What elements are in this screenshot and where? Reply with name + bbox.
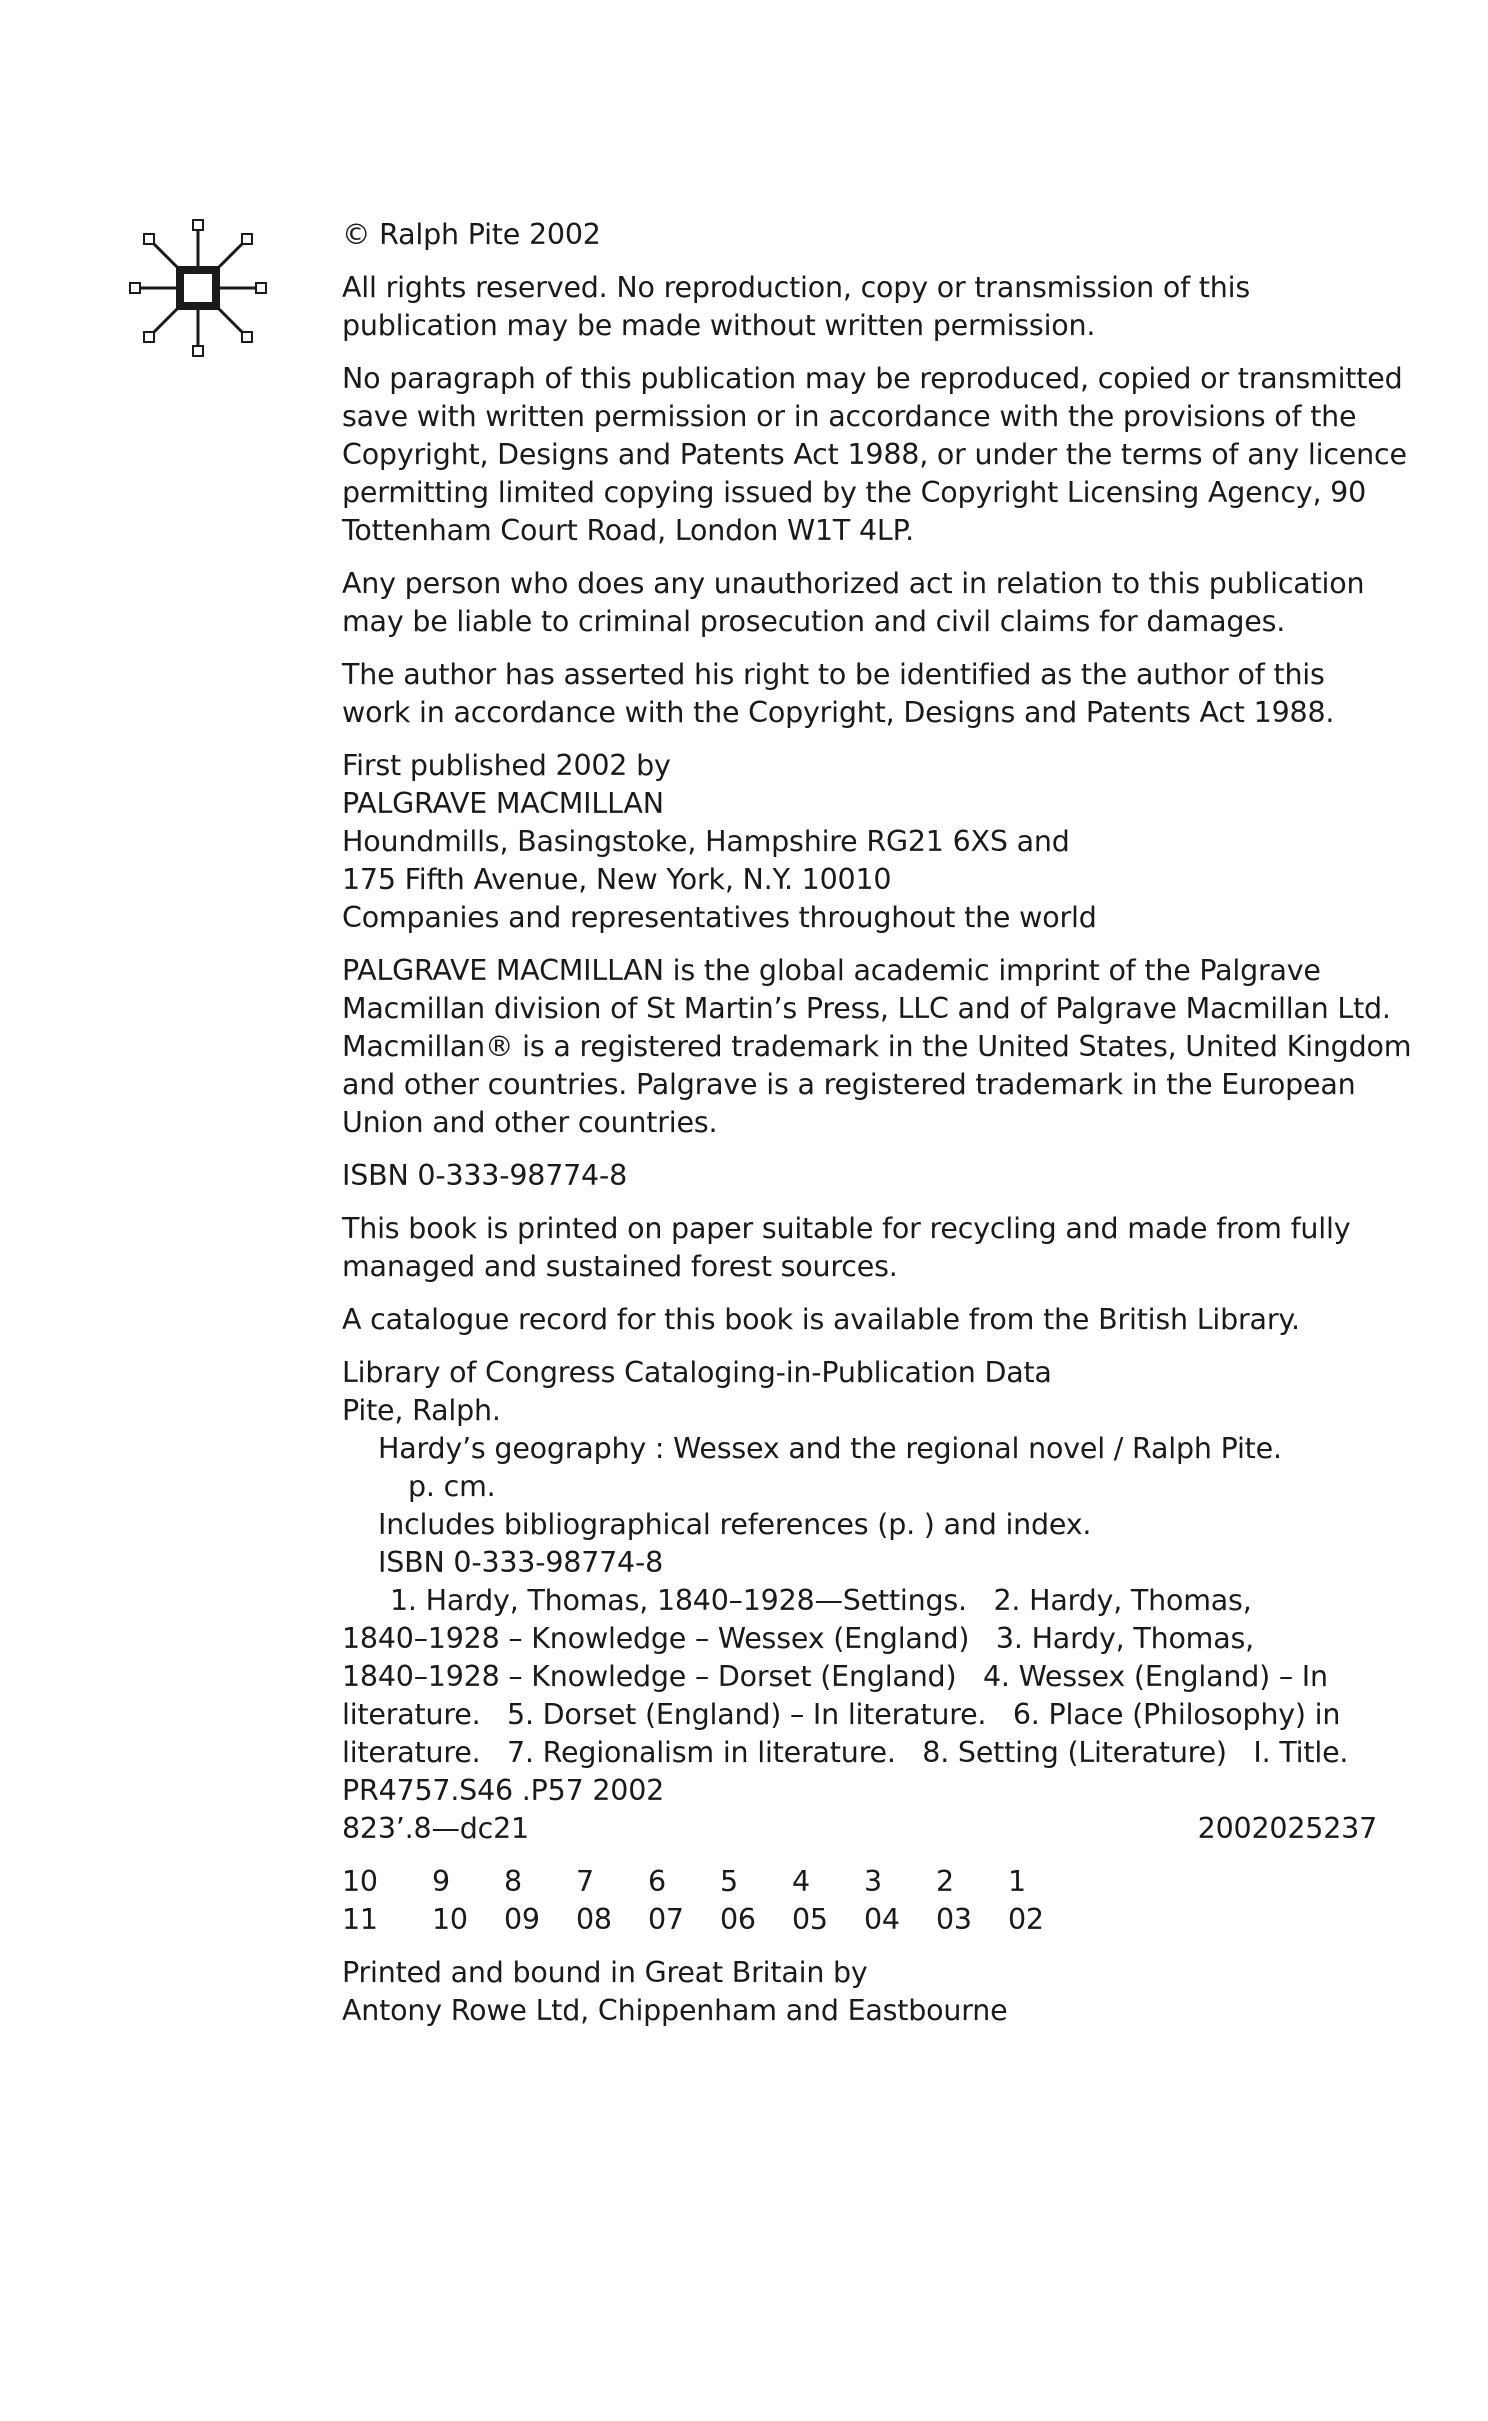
year-number: 11 xyxy=(342,1903,378,1936)
printer-line: Printed and bound in Great Britain by xyxy=(342,1956,868,1989)
publisher-address-uk: Houndmills, Basingstoke, Hampshire RG21 6XS and xyxy=(342,825,1070,858)
isbn: ISBN 0-333-98774-8 xyxy=(342,1159,628,1192)
printing-numbers-block xyxy=(342,1863,1377,1939)
printing-number: 8 xyxy=(504,1865,522,1898)
publisher-logo-icon xyxy=(128,218,268,358)
printing-number: 6 xyxy=(648,1865,666,1898)
cip-lc-class: PR4757.S46 .P57 2002 xyxy=(342,1774,665,1807)
moral-rights-paragraph: The author has asserted his right to be identified as the author of this work in accordance with the Copyright, Designs and Patents Act 1988. xyxy=(342,658,1335,729)
rights-reserved-paragraph: All rights reserved. No reproduction, copy or transmission of this publication may be made without written permission. xyxy=(342,271,1250,342)
year-number-row xyxy=(342,1901,1377,1939)
copyright-notice: © Ralph Pite 2002 xyxy=(342,218,601,251)
publisher-block xyxy=(342,747,1377,937)
cip-includes: Includes bibliographical references (p. ) and index. xyxy=(378,1508,1092,1541)
cip-classification-row xyxy=(342,1810,1377,1848)
cip-data-block xyxy=(342,1354,1377,1848)
printing-number-row xyxy=(342,1863,1377,1901)
year-number: 09 xyxy=(504,1903,540,1936)
publisher-address-us: 175 Fifth Avenue, New York, N.Y. 10010 xyxy=(342,863,892,896)
catalogue-record-note: A catalogue record for this book is available from the British Library. xyxy=(342,1303,1300,1336)
year-number: 07 xyxy=(648,1903,684,1936)
cip-subject-line: 1840–1928 – Knowledge – Wessex (England) 3. Hardy, Thomas, xyxy=(342,1622,1255,1655)
cip-isbn: ISBN 0-333-98774-8 xyxy=(378,1546,664,1579)
year-number: 08 xyxy=(576,1903,612,1936)
year-number: 04 xyxy=(864,1903,900,1936)
cip-subject-line: literature. 5. Dorset (England) – In literature. 6. Place (Philosophy) in xyxy=(342,1698,1341,1731)
unauthorized-act-paragraph: Any person who does any unauthorized act in relation to this publication may be liable to criminal prosecution and civil claims for damages. xyxy=(342,567,1365,638)
cip-author: Pite, Ralph. xyxy=(342,1394,501,1427)
imprint-paragraph: PALGRAVE MACMILLAN is the global academic imprint of the Palgrave Macmillan division of St Martin’s Press, LLC and of Palgrave Macmillan Ltd. Macmillan® is a registered trademark in the United States, United Kingdom and other countries. Palgrave is a registered trademark in the European Union and other countries. xyxy=(342,954,1412,1139)
printing-number: 1 xyxy=(1008,1865,1026,1898)
printing-number: 3 xyxy=(864,1865,882,1898)
cip-lccn: 2002025237 xyxy=(1197,1812,1377,1845)
year-number: 06 xyxy=(720,1903,756,1936)
publisher-companies: Companies and representatives throughout the world xyxy=(342,901,1097,934)
cip-subject-line: 1840–1928 – Knowledge – Dorset (England) 4. Wessex (England) – In xyxy=(342,1660,1328,1693)
cip-pcm: p. cm. xyxy=(408,1470,496,1503)
cip-dewey: 823’.8—dc21 xyxy=(342,1812,529,1845)
year-number: 10 xyxy=(432,1903,468,1936)
printing-number: 9 xyxy=(432,1865,450,1898)
year-number: 03 xyxy=(936,1903,972,1936)
printing-number: 4 xyxy=(792,1865,810,1898)
year-number: 02 xyxy=(1008,1903,1044,1936)
cip-heading: Library of Congress Cataloging-in-Publication Data xyxy=(342,1356,1052,1389)
first-published: First published 2002 by xyxy=(342,749,671,782)
cip-subject-line: literature. 7. Regionalism in literature. 8. Setting (Literature) I. Title. xyxy=(342,1736,1349,1769)
copyright-page-content xyxy=(342,216,1412,2045)
printing-number: 5 xyxy=(720,1865,738,1898)
cip-title: Hardy’s geography : Wessex and the regional novel / Ralph Pite. xyxy=(378,1432,1282,1465)
publisher-name: PALGRAVE MACMILLAN xyxy=(342,787,664,820)
year-number: 05 xyxy=(792,1903,828,1936)
printing-number: 2 xyxy=(936,1865,954,1898)
printer-name: Antony Rowe Ltd, Chippenham and Eastbourne xyxy=(342,1994,1008,2027)
printing-number: 10 xyxy=(342,1865,378,1898)
printing-number: 7 xyxy=(576,1865,594,1898)
no-reproduction-paragraph: No paragraph of this publication may be reproduced, copied or transmitted save with written permission or in accordance with the provisions of the Copyright, Designs and Patents Act 1988, or under the terms of any licence permitting limited copying issued by the Copyright Licensing Agency, 90 Tottenham Court Road, London W1T 4LP. xyxy=(342,362,1407,547)
paper-note-paragraph: This book is printed on paper suitable for recycling and made from fully managed and sustained forest sources. xyxy=(342,1212,1351,1283)
printer-block xyxy=(342,1954,1377,2030)
cip-subject-line: 1. Hardy, Thomas, 1840–1928—Settings. 2. Hardy, Thomas, xyxy=(390,1584,1252,1617)
